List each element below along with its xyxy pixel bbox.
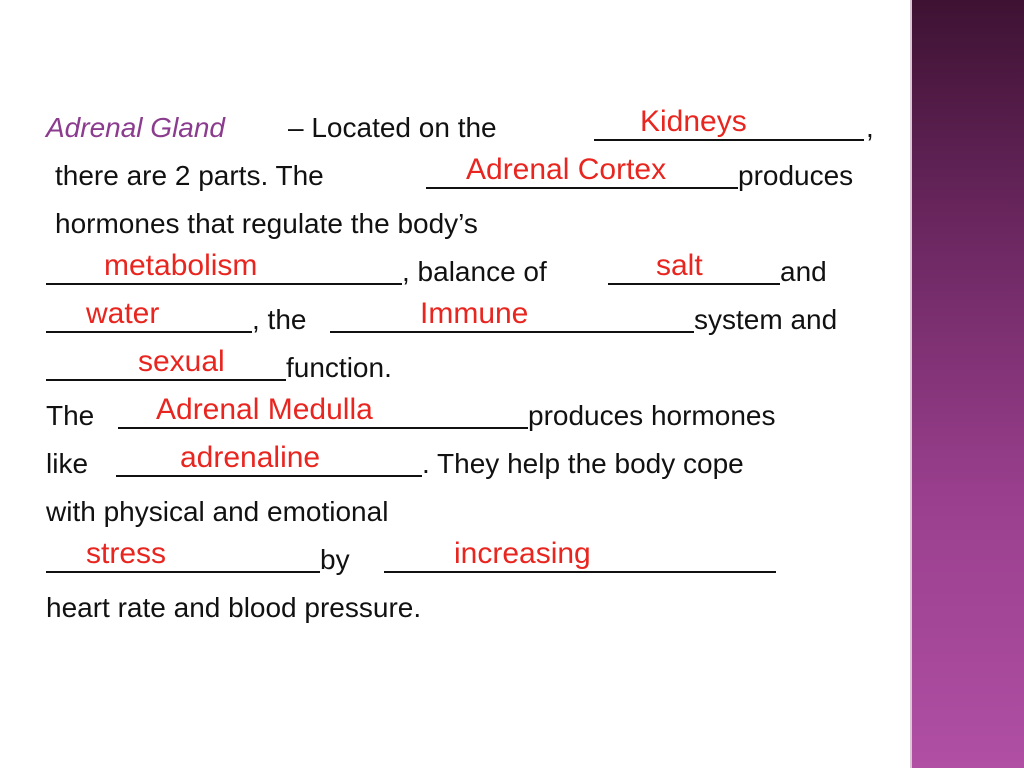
answer-immune: Immune [420, 297, 529, 330]
answer-adrenal-medulla: Adrenal Medulla [156, 393, 373, 426]
text-like: like [46, 448, 89, 479]
text-located-on: – Located on the [288, 112, 497, 143]
decorative-sidebar [912, 0, 1024, 768]
answer-salt: salt [656, 249, 703, 282]
answer-metabolism: metabolism [104, 249, 258, 282]
text-physical-emotional: with physical and emotional [46, 496, 389, 527]
answer-increasing: increasing [454, 537, 591, 570]
text-two-parts: there are 2 parts. The [55, 160, 324, 191]
text-the: , the [252, 304, 307, 335]
text-comma: , [866, 112, 874, 143]
answer-stress: stress [86, 537, 167, 570]
text-heart-rate: heart rate and blood pressure. [46, 592, 422, 623]
answer-water: water [86, 297, 160, 330]
text-by: by [320, 544, 350, 575]
text-help-cope: . They help the body cope [422, 448, 744, 479]
answer-kidneys: Kidneys [640, 105, 747, 138]
answer-adrenal-cortex: Adrenal Cortex [466, 153, 667, 186]
text-hormones-regulate: hormones that regulate the body’s [55, 208, 478, 239]
answer-adrenaline: adrenaline [180, 441, 321, 474]
term-adrenal-gland: Adrenal Gland [46, 112, 226, 143]
text-the-medulla: The [46, 400, 95, 431]
text-function: function. [286, 352, 392, 383]
text-produces-hormones: produces hormones [528, 400, 776, 431]
text-system-and: system and [694, 304, 838, 335]
text-balance-of: , balance of [402, 256, 547, 287]
text-produces: produces [738, 160, 854, 191]
answer-sexual: sexual [138, 345, 225, 378]
text-and: and [780, 256, 827, 287]
